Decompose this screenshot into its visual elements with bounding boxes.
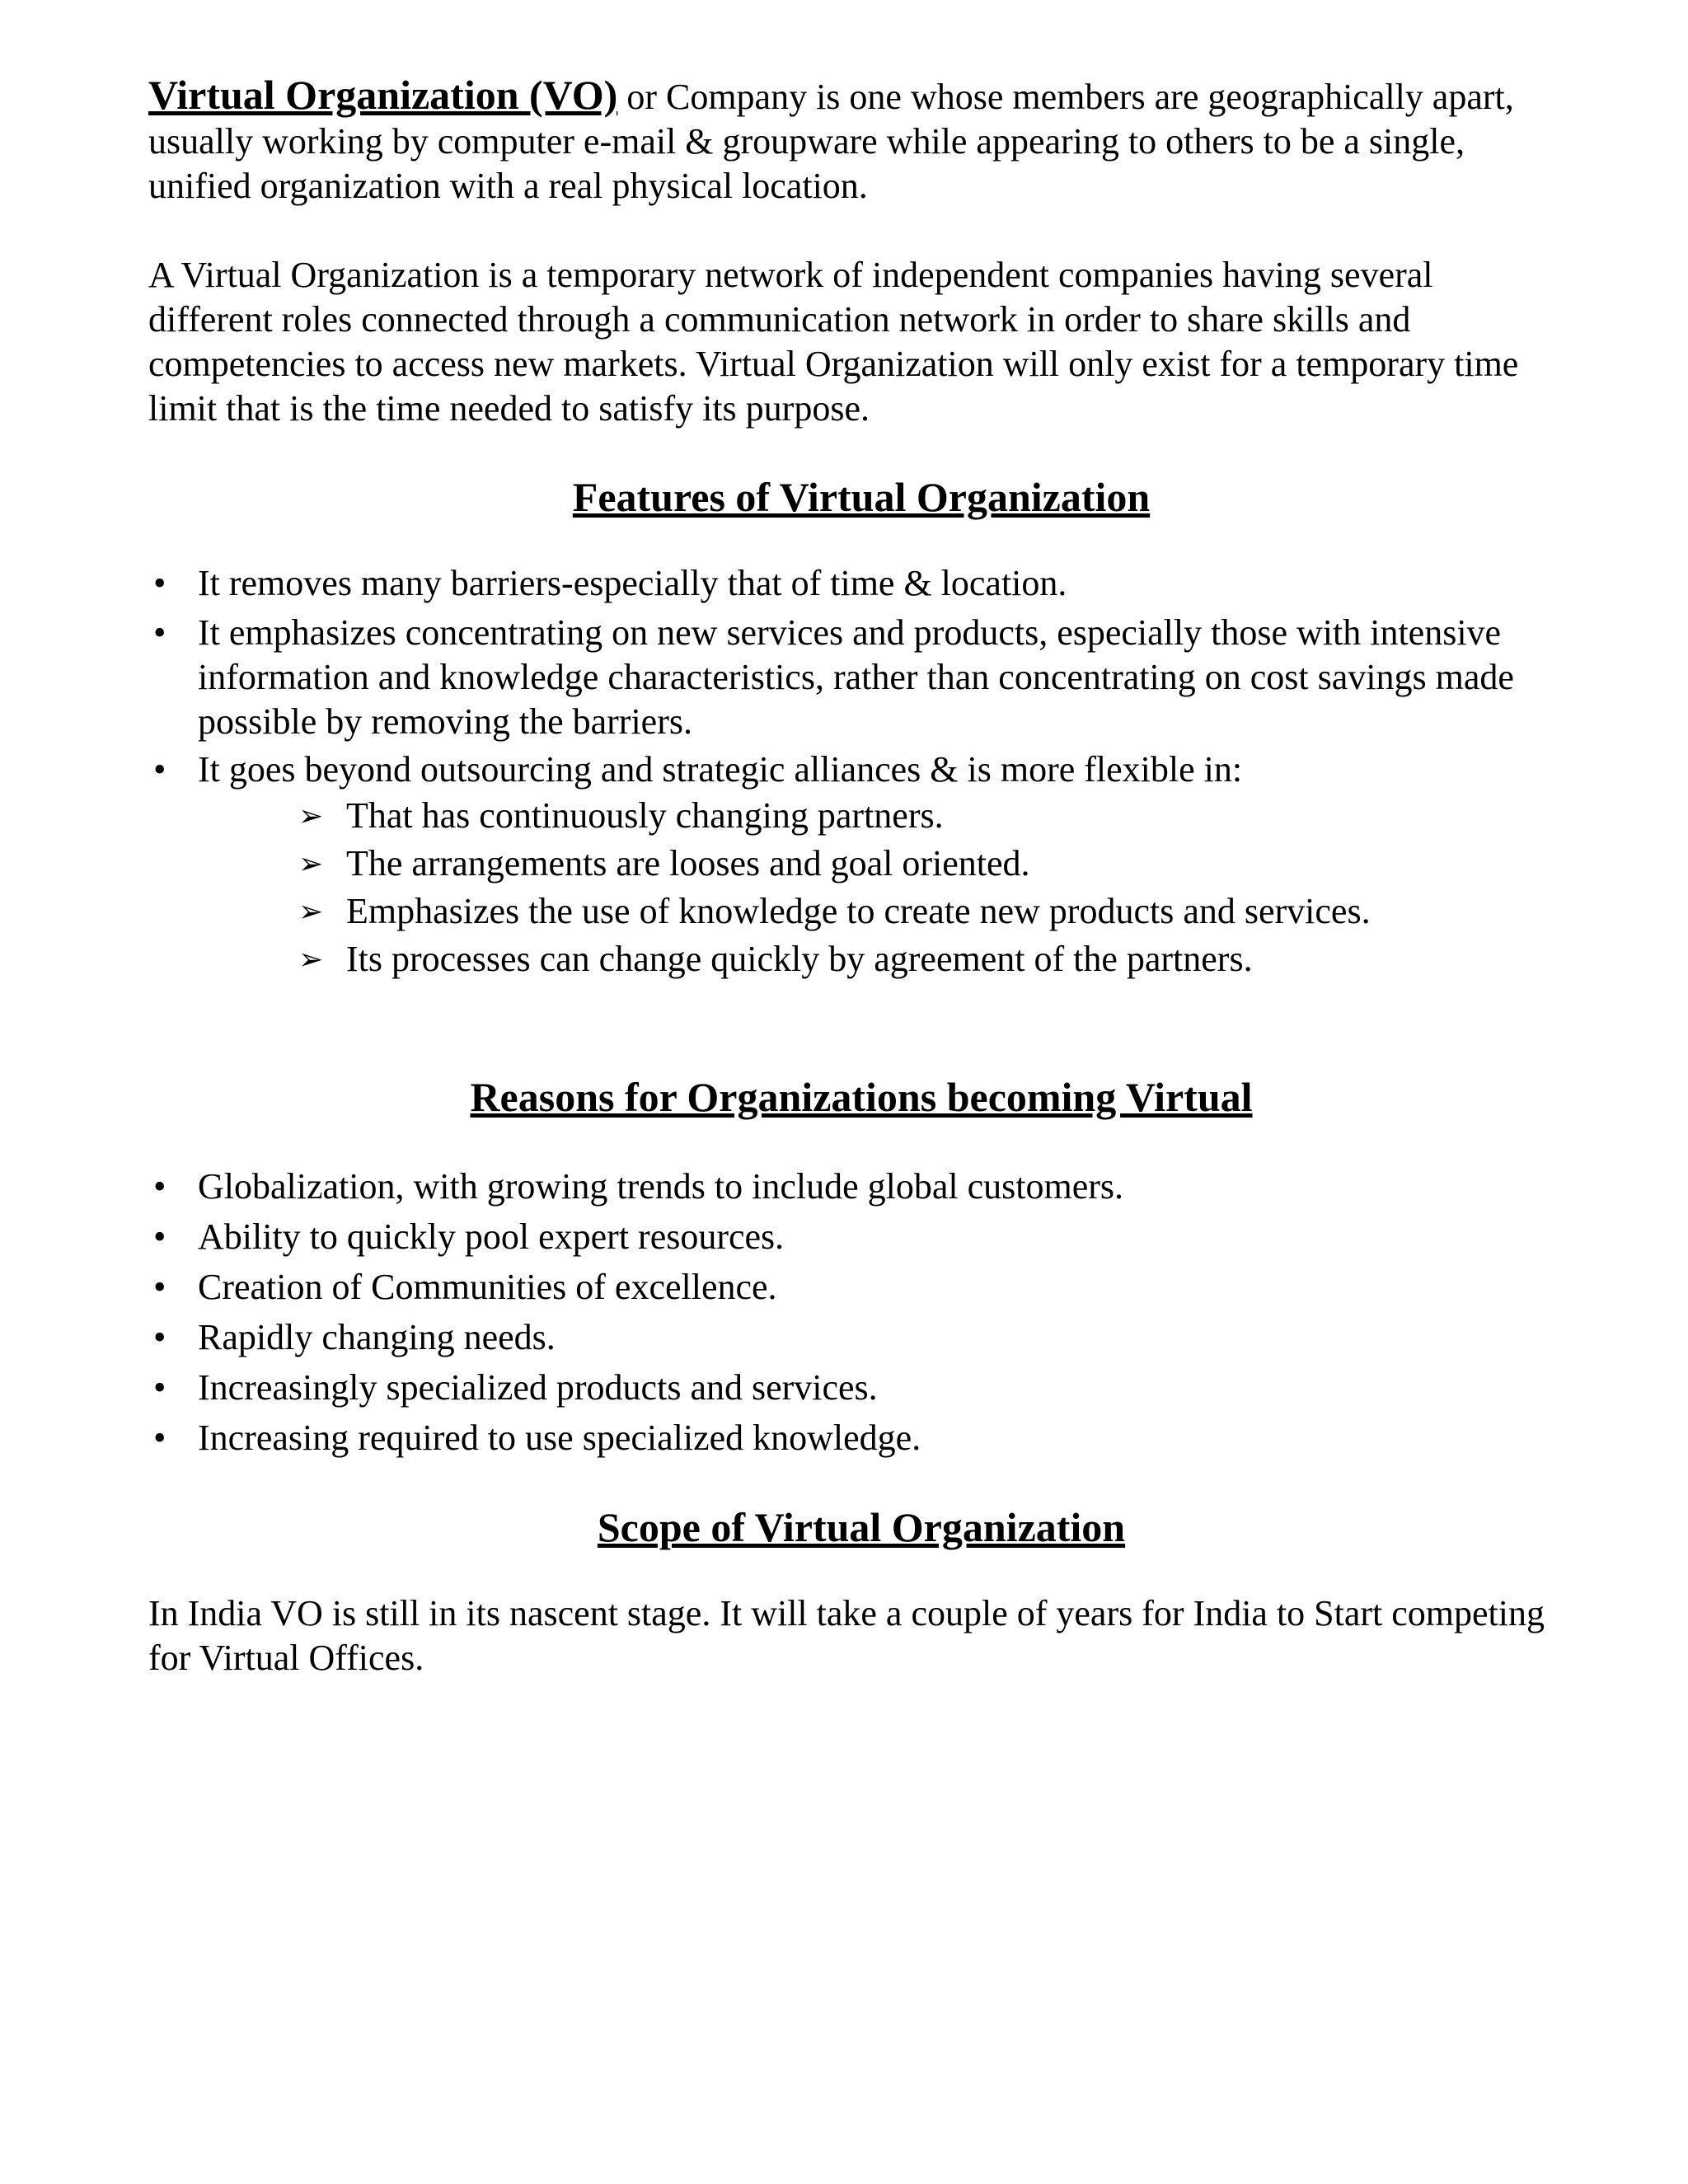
sublist-item-text: That has continuously changing partners. <box>346 795 944 836</box>
list-item <box>148 1362 1550 1413</box>
spacer <box>148 983 1550 1072</box>
list-item <box>148 1312 1550 1362</box>
spacer <box>148 522 1550 561</box>
sublist-item <box>297 840 1550 888</box>
spacer <box>148 1122 1550 1161</box>
document-page <box>148 73 1550 1680</box>
list-item <box>148 748 1550 792</box>
bullet-icon: • <box>153 1166 166 1207</box>
intro-term: Virtual Organization (VO) <box>148 72 618 118</box>
sublist-item <box>297 792 1550 840</box>
sublist-item-text: The arrangements are looses and goal oriented. <box>346 843 1030 883</box>
bullet-icon: • <box>153 1317 166 1357</box>
sublist-item-text: Its processes can change quickly by agreement of the partners. <box>346 939 1253 979</box>
spacer <box>148 209 1550 253</box>
list-item <box>148 1413 1550 1463</box>
bullet-icon: • <box>153 1216 166 1257</box>
scope-heading: Scope of Virtual Organization <box>597 1504 1126 1550</box>
bullet-icon: • <box>153 1367 166 1408</box>
features-list <box>148 561 1550 792</box>
arrow-bullet-icon: ➢ <box>298 799 324 832</box>
list-item-text: Rapidly changing needs. <box>198 1317 556 1357</box>
spacer <box>148 1552 1550 1591</box>
list-item-text: Globalization, with growing trends to include global customers. <box>198 1166 1124 1207</box>
list-item <box>148 1161 1550 1212</box>
sublist-item <box>297 935 1550 983</box>
arrow-bullet-icon: ➢ <box>298 895 324 928</box>
list-item-text: Ability to quickly pool expert resources. <box>198 1216 785 1257</box>
bullet-icon: • <box>153 612 166 653</box>
list-item-text: It removes many barriers-especially that of time & location. <box>198 563 1067 603</box>
definition-paragraph: A Virtual Organization is a temporary network of independent companies having several different roles connected through a communication network in order to share skills and competencies to access new markets. Virtual Organization will only exist for a temporary time limit that is the time needed to satisfy its purpose. <box>148 255 1519 429</box>
intro-text: or Company is one whose members are geographically apart, usually working by computer e-mail & groupware while appearing to others to be a single, unified organization with a real physical location. <box>148 77 1514 206</box>
features-heading: Features of Virtual Organization <box>572 474 1151 520</box>
sublist-item-text: Emphasizes the use of knowledge to create new products and services. <box>346 891 1371 931</box>
list-item-text: It emphasizes concentrating on new services and products, especially those with intensive information and knowledge characteristics, rather than concentrating on cost savings made possible by removing the barriers. <box>198 612 1514 742</box>
reasons-list <box>148 1161 1550 1463</box>
spacer <box>148 1463 1550 1502</box>
arrow-bullet-icon: ➢ <box>298 847 324 880</box>
list-item-text: It goes beyond outsourcing and strategic alliances & is more flexible in: <box>198 749 1243 790</box>
intro-paragraph <box>148 73 1550 209</box>
scope-paragraph: In India VO is still in its nascent stage. It will take a couple of years for India to Start competing for Virtual Offices. <box>148 1593 1545 1678</box>
reasons-heading: Reasons for Organizations becoming Virtual <box>470 1074 1253 1120</box>
bullet-icon: • <box>153 749 166 790</box>
list-item-text: Increasingly specialized products and services. <box>198 1367 878 1408</box>
list-item <box>148 1212 1550 1262</box>
bullet-icon: • <box>153 563 166 603</box>
list-item <box>148 611 1550 744</box>
bullet-icon: • <box>153 1418 166 1458</box>
sublist-item <box>297 888 1550 935</box>
arrow-bullet-icon: ➢ <box>298 943 324 976</box>
list-item <box>148 561 1550 606</box>
list-item-text: Creation of Communities of excellence. <box>198 1267 777 1307</box>
features-sublist <box>148 792 1550 983</box>
spacer <box>148 431 1550 472</box>
list-item <box>148 1262 1550 1312</box>
list-item-text: Increasing required to use specialized knowledge. <box>198 1418 921 1458</box>
bullet-icon: • <box>153 1267 166 1307</box>
